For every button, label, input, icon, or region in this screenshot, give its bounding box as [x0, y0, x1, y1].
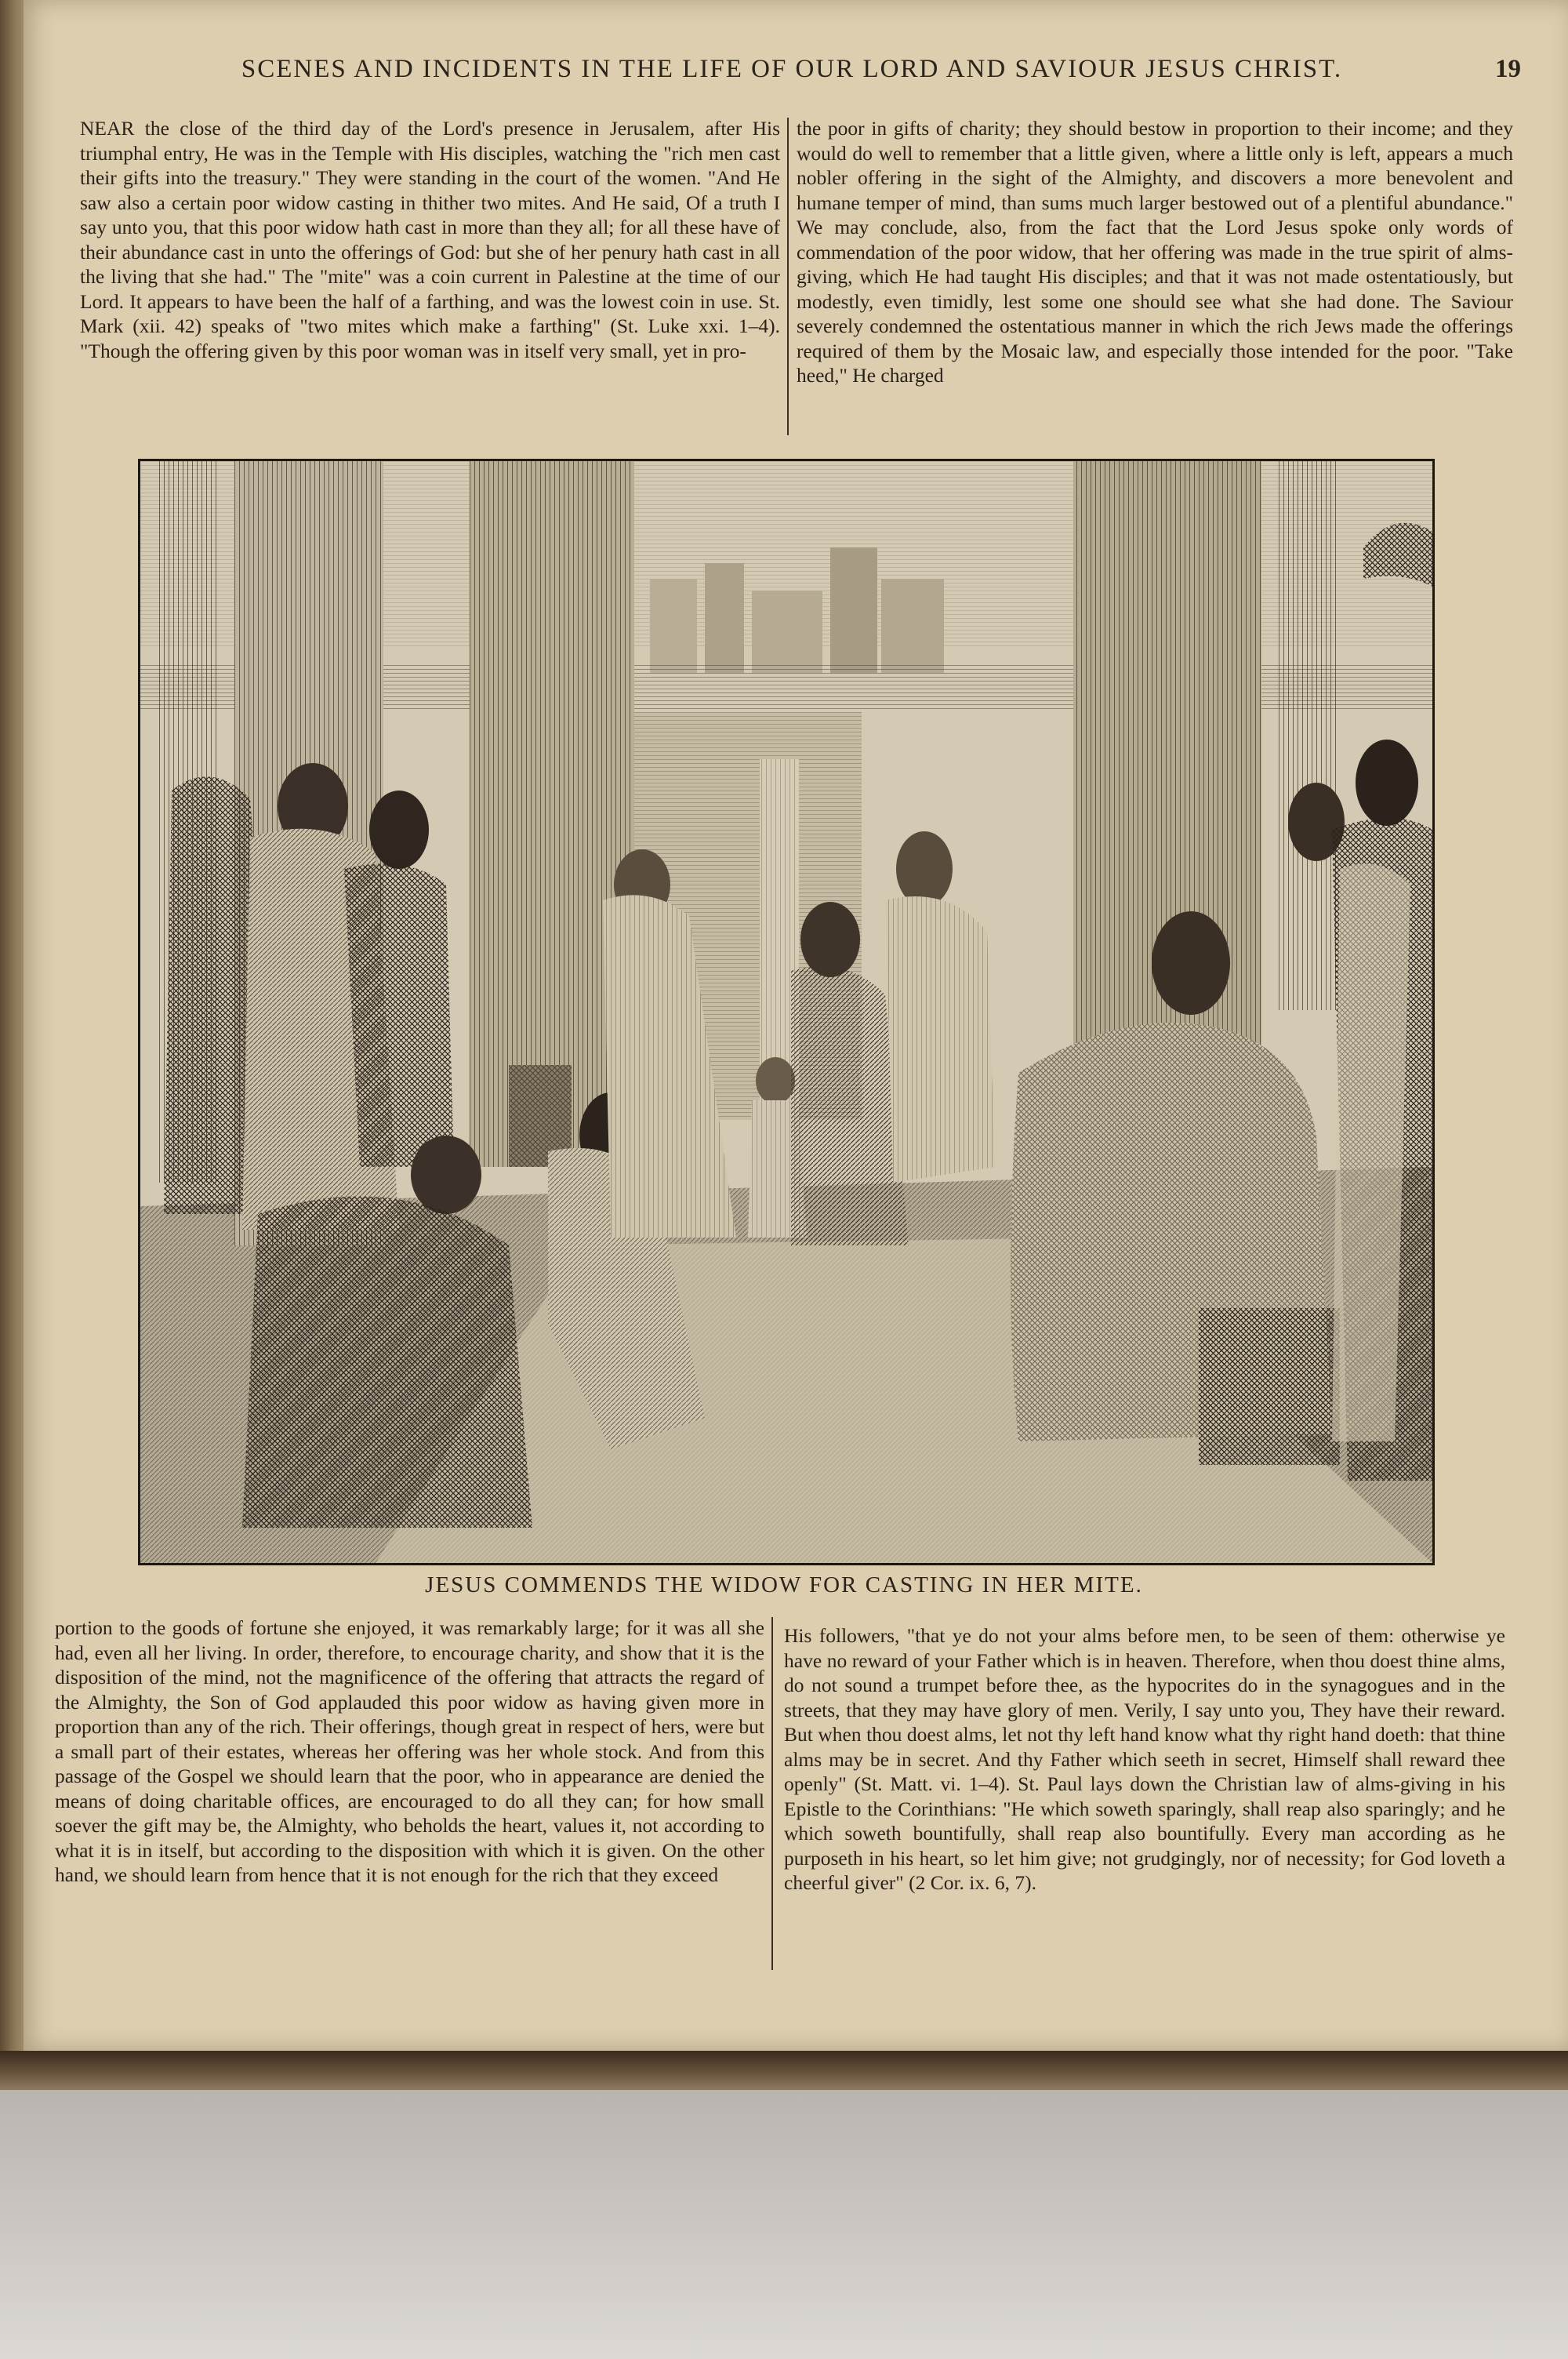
book-binding — [0, 2051, 1568, 2090]
text-column-top-left — [80, 116, 780, 438]
running-title: SCENES AND INCIDENTS IN THE LIFE OF OUR LORD AND SAVIOUR JESUS CHRIST. — [241, 55, 1343, 83]
text-column-bottom-left — [55, 1616, 764, 1968]
page-number: 19 — [1495, 55, 1521, 83]
column-divider — [771, 1617, 773, 1970]
illustration-caption: JESUS COMMENDS THE WIDOW FOR CASTING IN HER MITE. — [425, 1572, 1143, 1598]
background-surface — [0, 2090, 1568, 2359]
paragraph: the poor in gifts of charity; they should bestow in proportion to their income; and they would do well to remember that a little given, where a little only is left, appears a much nobler offering in the sight of the Almighty, and discovers a more benevolent and humane temper of mind, than sums much larger bestowed out of a plentiful abundance." We may conclude, also, from the fact that the Lord Jesus spoke only words of commendation of the poor widow, that her offering was made in the true spirit of alms-giving, which He had taught His disciples; and that it was not made ostentatiously, but modestly, even timidly, lest some one should see what she had done. The Saviour severely condemned the ostentatious manner in which the rich Jews made the offerings required of them by the Mosaic law, and especially those intended for the poor. "Take heed," He charged — [797, 117, 1513, 387]
engraving-illustration — [138, 459, 1435, 1565]
text-column-bottom-right — [784, 1623, 1505, 1976]
paragraph: His followers, "that ye do not your alms before men, to be seen of them: otherwise ye have no reward of your Father which is in heaven. Therefore, when thou doest thine alms, do not sound a trumpet before thee, as the hypocrites do in the synagogues and in the streets, that they may have glory of men. Verily, I say unto you, They have their reward. But when thou doest alms, let not thy left hand know what thy right hand doeth: that thine alms may be in secret. And thy Father which seeth in secret, Himself shall reward thee openly" (St. Matt. vi. 1–4). St. Paul lays down the Christian law of alms-giving in his Epistle to the Corinthians: "He which soweth sparingly, shall reap also sparingly; and he which soweth bountifully, shall reap also bountifully. Every man according as he purposeth in his heart, so let him give; not grudgingly, nor of necessity; for God loveth a cheerful giver" (2 Cor. ix. 6, 7). — [784, 1624, 1505, 1894]
page-header — [157, 55, 1521, 97]
paragraph: NEAR the close of the third day of the Lord's presence in Jerusalem, after His triumphal entry, He was in the Temple with His disciples, watching the "rich men cast their gifts into the treasury." They were standing in the court of the women. "And He saw also a certain poor widow casting in thither two mites. And He said, Of a truth I say unto you, that this poor widow hath cast in more than they all; for all these have of their abundance cast in unto the offerings of God: but she of her penury hath cast in all the living that she had." The "mite" was a coin current in Palestine at the time of our Lord. It appears to have been the half of a farthing, and was the lowest coin in use. St. Mark (xii. 42) speaks of "two mites which make a farthing" (St. Luke xxi. 1–4). "Though the offering given by this poor woman was in itself very small, yet in pro- — [80, 117, 780, 362]
column-divider — [787, 118, 789, 435]
paragraph: portion to the goods of fortune she enjoyed, it was remarkably large; for it was all she had, even all her living. In order, therefore, to encourage charity, and show that it is the disposition of the mind, not the magnificence of the offering that attracts the regard of the Almighty, the Son of God applauded this poor widow as having given more in proportion than any of the rich. Their offerings, though great in respect of hers, were but a small part of their estates, whereas her offering was her whole stock. And from this passage of the Gospel we should learn that the poor, who in appearance are denied the means of doing charitable offices, are encouraged to do all they can; for how small soever the gift may be, the Almighty, who beholds the heart, values it, not according to what it is in itself, but according to the disposition with which it is given. On the other hand, we should learn from hence that it is not enough for the rich that they exceed — [55, 1616, 764, 1886]
text-column-top-right — [797, 116, 1513, 438]
